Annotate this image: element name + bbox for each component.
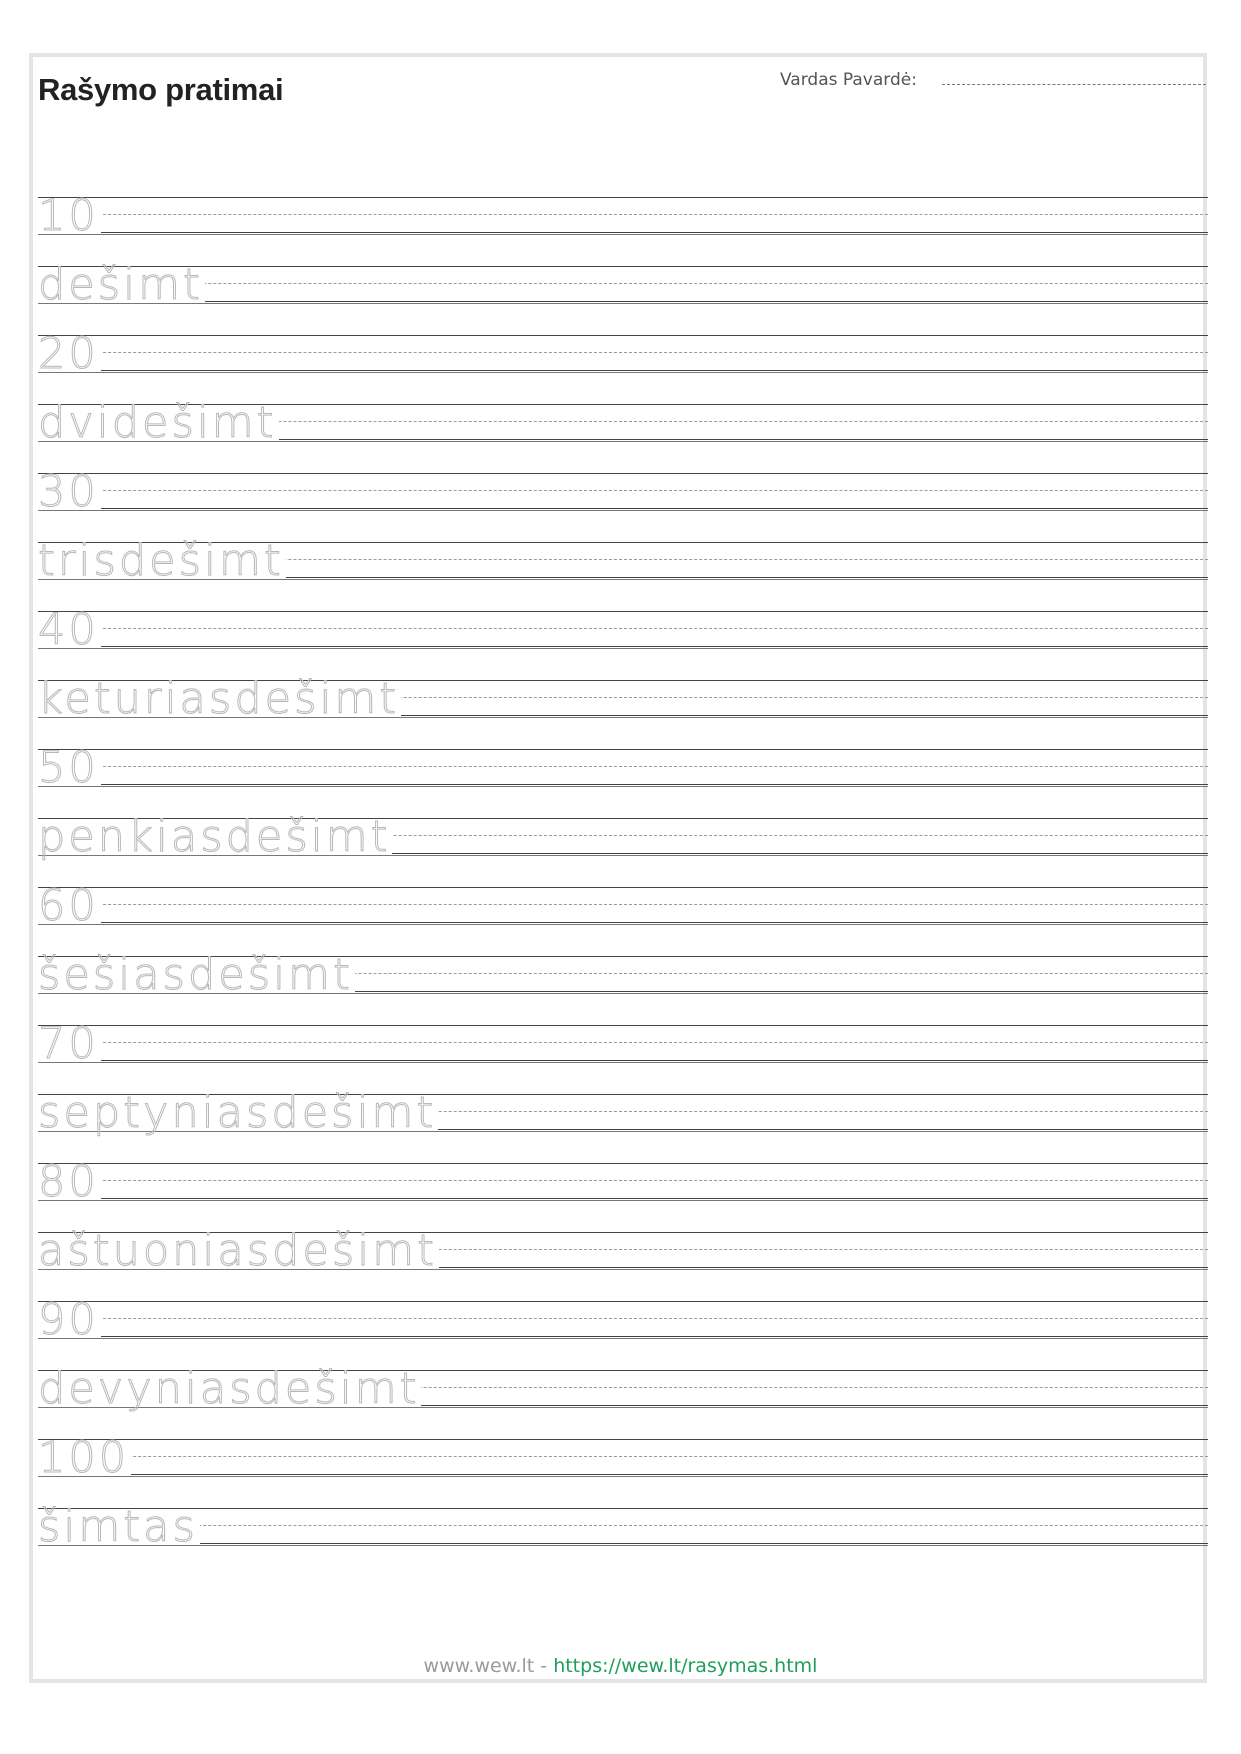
trace-word: 10 — [38, 191, 99, 241]
guide-line — [38, 335, 1208, 336]
guide-line — [38, 1163, 1208, 1164]
guide-line — [38, 1439, 1208, 1440]
trace-word: 90 — [38, 1295, 99, 1345]
guide-line — [38, 197, 1208, 198]
practice-row — [38, 1019, 1208, 1092]
guide-line — [38, 1525, 1208, 1526]
guide-line — [38, 301, 1208, 302]
guide-line — [38, 1042, 1208, 1043]
guide-line — [38, 766, 1208, 767]
page-title: Rašymo pratimai — [38, 72, 284, 107]
trace-word: 30 — [38, 467, 99, 517]
guide-line — [38, 924, 1208, 925]
guide-line — [38, 510, 1208, 511]
name-label: Vardas Pavardė: — [780, 70, 917, 90]
trace-word: 50 — [38, 743, 99, 793]
guide-line — [38, 1336, 1208, 1337]
guide-line — [38, 1062, 1208, 1063]
trace-word: 80 — [38, 1157, 99, 1207]
guide-line — [38, 786, 1208, 787]
guide-line — [38, 628, 1208, 629]
guide-line — [38, 1025, 1208, 1026]
guide-line — [38, 266, 1208, 267]
guide-line — [38, 232, 1208, 233]
trace-word: 40 — [38, 605, 99, 655]
guide-line — [38, 473, 1208, 474]
trace-word: 100 — [38, 1433, 130, 1483]
footer-site: www.wew.lt — [423, 1655, 535, 1677]
guide-line — [38, 234, 1208, 235]
guide-line — [38, 646, 1208, 647]
practice-row — [38, 1157, 1208, 1230]
guide-line — [38, 922, 1208, 923]
trace-word: devyniasdešimt — [38, 1364, 420, 1414]
trace-word: aštuoniasdešimt — [38, 1226, 437, 1276]
guide-line — [38, 490, 1208, 491]
practice-row — [38, 743, 1208, 816]
practice-row — [38, 881, 1208, 954]
guide-line — [38, 749, 1208, 750]
guide-line — [38, 1200, 1208, 1201]
trace-word: trisdešimt — [38, 536, 284, 586]
practice-row — [38, 398, 1208, 471]
guide-line — [38, 1180, 1208, 1181]
practice-row — [38, 536, 1208, 609]
guide-line — [38, 352, 1208, 353]
trace-word: 60 — [38, 881, 99, 931]
trace-word: 70 — [38, 1019, 99, 1069]
guide-line — [38, 1338, 1208, 1339]
practice-row — [38, 1226, 1208, 1299]
practice-area — [38, 191, 1208, 1575]
guide-line — [38, 611, 1208, 612]
guide-line — [38, 887, 1208, 888]
guide-line — [38, 1543, 1208, 1544]
guide-line — [38, 1198, 1208, 1199]
trace-word: penkiasdešimt — [38, 812, 391, 862]
guide-line — [38, 1508, 1208, 1509]
guide-line — [38, 1476, 1208, 1477]
practice-row — [38, 674, 1208, 747]
guide-line — [38, 1060, 1208, 1061]
practice-row — [38, 950, 1208, 1023]
guide-line — [38, 283, 1208, 284]
trace-word: dešimt — [38, 260, 203, 310]
guide-line — [38, 1301, 1208, 1302]
footer-link[interactable]: https://wew.lt/rasymas.html — [553, 1655, 818, 1677]
practice-row — [38, 1433, 1208, 1506]
guide-line — [38, 508, 1208, 509]
practice-row — [38, 812, 1208, 885]
footer-separator: - — [534, 1655, 554, 1677]
practice-row — [38, 1364, 1208, 1437]
guide-line — [38, 214, 1208, 215]
footer — [0, 1655, 1241, 1677]
trace-word: šešiasdešimt — [38, 950, 353, 1000]
trace-word: septyniasdešimt — [38, 1088, 437, 1138]
trace-word: dvidešimt — [38, 398, 277, 448]
guide-line — [38, 1474, 1208, 1475]
guide-line — [38, 784, 1208, 785]
trace-word: keturiasdešimt — [38, 674, 400, 724]
guide-line — [38, 1456, 1208, 1457]
guide-line — [38, 372, 1208, 373]
practice-row — [38, 329, 1208, 402]
practice-row — [38, 1502, 1208, 1575]
guide-line — [38, 370, 1208, 371]
practice-row — [38, 467, 1208, 540]
guide-line — [38, 1318, 1208, 1319]
guide-line — [38, 303, 1208, 304]
name-blank-line — [942, 84, 1206, 85]
practice-row — [38, 1088, 1208, 1161]
guide-line — [38, 648, 1208, 649]
guide-line — [38, 1545, 1208, 1546]
practice-row — [38, 1295, 1208, 1368]
practice-row — [38, 260, 1208, 333]
trace-word: šimtas — [38, 1502, 198, 1552]
guide-line — [38, 904, 1208, 905]
practice-row — [38, 191, 1208, 264]
practice-row — [38, 605, 1208, 678]
trace-word: 20 — [38, 329, 99, 379]
